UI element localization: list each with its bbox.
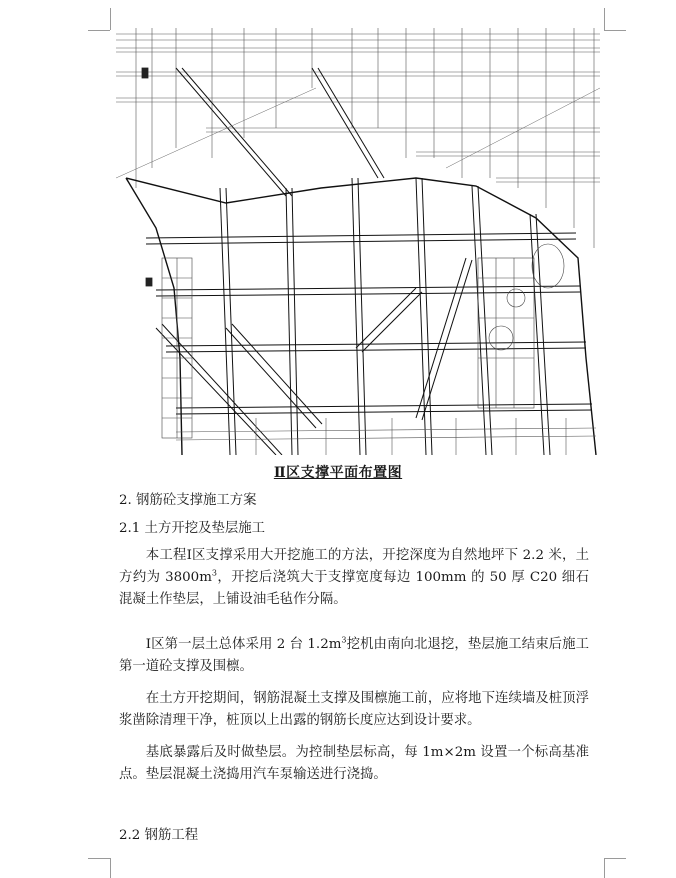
crop-mark-top-right-h — [604, 30, 626, 31]
section-2-1-title: 2.1 土方开挖及垫层施工 — [119, 521, 266, 536]
crop-mark-bottom-left-v — [110, 858, 111, 878]
crop-mark-top-right-v — [604, 8, 605, 30]
support-plan-svg — [116, 28, 600, 455]
paragraph-2-part-a: Ⅰ区第一层土总体采用 2 台 1.2m — [145, 637, 342, 652]
crop-mark-bottom-right-h — [604, 858, 626, 859]
paragraph-4 — [119, 742, 589, 786]
paragraph-1-part-a: 本工程Ⅰ区支撑采用大开挖施工的方法，开挖深度为自然地坪下 2.2 米，土方约为 3800m — [119, 548, 589, 585]
paragraph-1-part-b: ，开挖后浇筑大于支撑宽度每边 100mm 的 50 厚 C20 细石混凝土作垫层，上铺设油毛毡作分隔。 — [119, 570, 589, 607]
paragraph-1 — [119, 545, 589, 611]
crop-mark-bottom-left-h — [88, 858, 110, 859]
reference-line — [116, 88, 316, 178]
top-grid-lines — [116, 28, 600, 248]
bottom-grid-lines — [176, 418, 596, 455]
column-grid-left — [162, 258, 192, 438]
crop-mark-top-left-h — [88, 30, 110, 31]
support-beams — [146, 178, 592, 455]
figure-caption: Ⅱ区支撑平面布置图 — [273, 465, 403, 481]
section-2-title: 2. 钢筋砼支撑施工方案 — [119, 493, 257, 508]
support-plan-drawing — [116, 28, 600, 455]
paragraph-4-text: 基底暴露后及时做垫层。为控制垫层标高，每 1m×2m 设置一个标高基准点。垫层混凝土浇捣用汽车泵输送进行浇捣。 — [119, 745, 589, 782]
crop-mark-top-left-v — [110, 8, 111, 30]
section-marker — [146, 278, 152, 286]
cubic-superscript: 3 — [341, 635, 347, 645]
column-grid-right — [478, 244, 564, 408]
cubic-superscript: 3 — [211, 568, 217, 578]
section-2-2-title: 2.2 钢筋工程 — [119, 828, 199, 843]
paragraph-2 — [119, 634, 589, 678]
crop-mark-bottom-right-v — [604, 858, 605, 878]
paragraph-3 — [119, 688, 589, 732]
paragraph-2-part-b: 挖机由南向北退挖，垫层施工结束后施工第一道砼支撑及围檩。 — [119, 637, 590, 674]
paragraph-3-text: 在土方开挖期间，钢筋混凝土支撑及围檩施工前，应将地下连续墙及桩顶浮浆凿除清理干净，桩顶以上出露的钢筋长度应达到设计要求。 — [119, 691, 589, 728]
section-marker — [142, 68, 148, 78]
